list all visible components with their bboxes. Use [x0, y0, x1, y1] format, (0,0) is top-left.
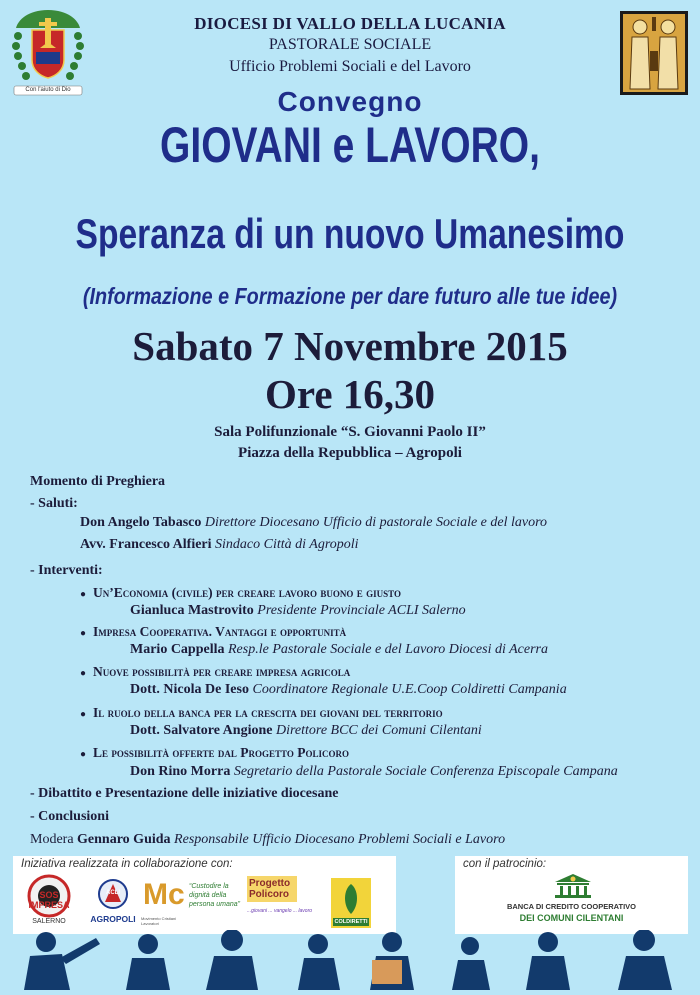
greeting-name: Avv. Francesco Alfieri	[80, 537, 212, 552]
speaker-name: Mario Cappella	[130, 642, 225, 657]
event-place: Piazza della Repubblica – Agropoli	[238, 445, 462, 461]
greeting-name: Don Angelo Tabasco	[80, 515, 202, 530]
talk-topic-text: Nuove possibilità per creare impresa agricola	[93, 664, 351, 679]
bullet-icon: ●	[80, 628, 87, 639]
title-line1: GIOVANI e LAVORO,	[160, 117, 540, 173]
prayer-moment: Momento di Preghiera	[30, 474, 166, 489]
office-name: PASTORALE SOCIALE	[268, 36, 432, 53]
talk-topic	[80, 745, 349, 762]
greetings-label: - Saluti:	[30, 496, 78, 511]
title-line2: Speranza di un nuovo Umanesimo	[75, 210, 625, 257]
talk-topic	[80, 664, 350, 681]
event-kind: Convegno	[277, 86, 423, 117]
acli-sub: AGROPOLI	[90, 914, 136, 924]
policoro-sub: ...giovani ... vangelo ... lavoro	[247, 908, 313, 914]
coldiretti-logo	[331, 878, 371, 928]
bullet-icon: ●	[80, 668, 87, 679]
acli-logo	[89, 878, 137, 930]
speaker-name: Gianluca Mastrovito	[130, 603, 254, 618]
sos-impresa-sub: SALERNO	[32, 918, 66, 925]
moderator-role: Responsabile Ufficio Diocesano Problemi Sociali e Lavoro	[174, 832, 506, 847]
subtitle: (Informazione e Formazione per dare futuro alle tue idee)	[82, 283, 618, 309]
talk-topic-text: Impresa Cooperativa. Vantaggi e opportunità	[93, 624, 347, 639]
moderator-name: Gennaro Guida	[77, 832, 171, 847]
moderator-line	[30, 832, 505, 848]
greeting-item	[80, 537, 359, 553]
speaker-name: Don Rino Morra	[130, 764, 231, 779]
talk-topic-text: Le possibilità offerte dal Progetto Policoro	[93, 745, 349, 760]
talk-topic	[80, 585, 401, 602]
talk-speaker	[130, 642, 548, 658]
department-name: Ufficio Problemi Sociali e del Lavoro	[229, 58, 471, 75]
greeting-item	[80, 515, 547, 531]
greeting-role: Sindaco Città di Agropoli	[215, 537, 359, 552]
partners-label: Iniziativa realizzata in collaborazione con:	[21, 858, 233, 870]
policoro-logo	[247, 876, 321, 930]
talk-speaker	[130, 764, 618, 780]
talk-topic	[80, 624, 346, 641]
bank-line2: DEI COMUNI CILENTANI	[519, 913, 624, 923]
workers-silhouettes	[0, 930, 700, 990]
diocese-name: DIOCESI DI VALLO DELLA LUCANIA	[194, 14, 506, 33]
mcl-motto: “Custodire la dignità della persona umana”	[189, 883, 240, 908]
talk-topic-text: Il ruolo della banca per la crescita dei giovani del territorio	[93, 705, 443, 720]
sos-impresa-name: SOS IMPRESA	[28, 890, 70, 910]
event-venue: Sala Polifunzionale “S. Giovanni Paolo II”	[214, 424, 486, 440]
bank-icon	[551, 872, 595, 903]
talk-topic-text: Un’Economia (civile) per creare lavoro buono e giusto	[93, 585, 401, 600]
event-date: Sabato 7 Novembre 2015	[132, 323, 568, 369]
debate-item: - Dibattito e Presentazione delle iniziative diocesane	[30, 786, 339, 801]
mcl-name: Mc	[143, 878, 185, 911]
event-time: Ore 16,30	[264, 371, 436, 417]
speaker-role: Segretario della Pastorale Sociale Conferenza Episcopale Campana	[233, 764, 618, 779]
crest-motto: Con l'aiuto di Dio	[25, 87, 71, 93]
acli-name: ACLI	[106, 890, 120, 896]
mcl-sub: Movimento Cristiani Lavoratori	[141, 916, 177, 926]
policoro-name: Progetto Policoro	[247, 876, 297, 902]
bullet-icon: ●	[80, 709, 87, 720]
speaker-role: Coordinatore Regionale U.E.Coop Coldiretti Campania	[252, 682, 567, 697]
bank-line1: BANCA DI CREDITO COOPERATIVO	[506, 902, 637, 911]
coldiretti-name: COLDIRETTI	[334, 919, 368, 925]
patronage-box	[455, 856, 688, 934]
moderator-prefix: Modera	[30, 832, 74, 847]
speaker-role: Resp.le Pastorale Sociale e del Lavoro Diocesi di Acerra	[228, 642, 548, 657]
partners-box	[13, 856, 396, 934]
speaker-role: Presidente Provinciale ACLI Salerno	[257, 603, 466, 618]
talk-speaker	[130, 603, 466, 619]
speaker-name: Dott. Nicola De Ieso	[130, 682, 249, 697]
talk-speaker	[130, 682, 567, 698]
greeting-role: Direttore Diocesano Ufficio di pastorale Sociale e del lavoro	[204, 515, 548, 530]
bullet-icon: ●	[80, 589, 87, 600]
talk-speaker	[130, 723, 482, 739]
talks-label: - Interventi:	[30, 563, 103, 578]
mcl-logo	[141, 878, 187, 930]
sos-impresa-logo	[19, 874, 79, 932]
speaker-name: Dott. Salvatore Angione	[130, 723, 273, 738]
patronage-label: con il patrocinio:	[463, 858, 547, 870]
speaker-role: Direttore BCC dei Comuni Cilentani	[275, 723, 482, 738]
talk-topic	[80, 705, 443, 722]
bullet-icon: ●	[80, 749, 87, 760]
conclusions-item: - Conclusioni	[30, 809, 109, 824]
